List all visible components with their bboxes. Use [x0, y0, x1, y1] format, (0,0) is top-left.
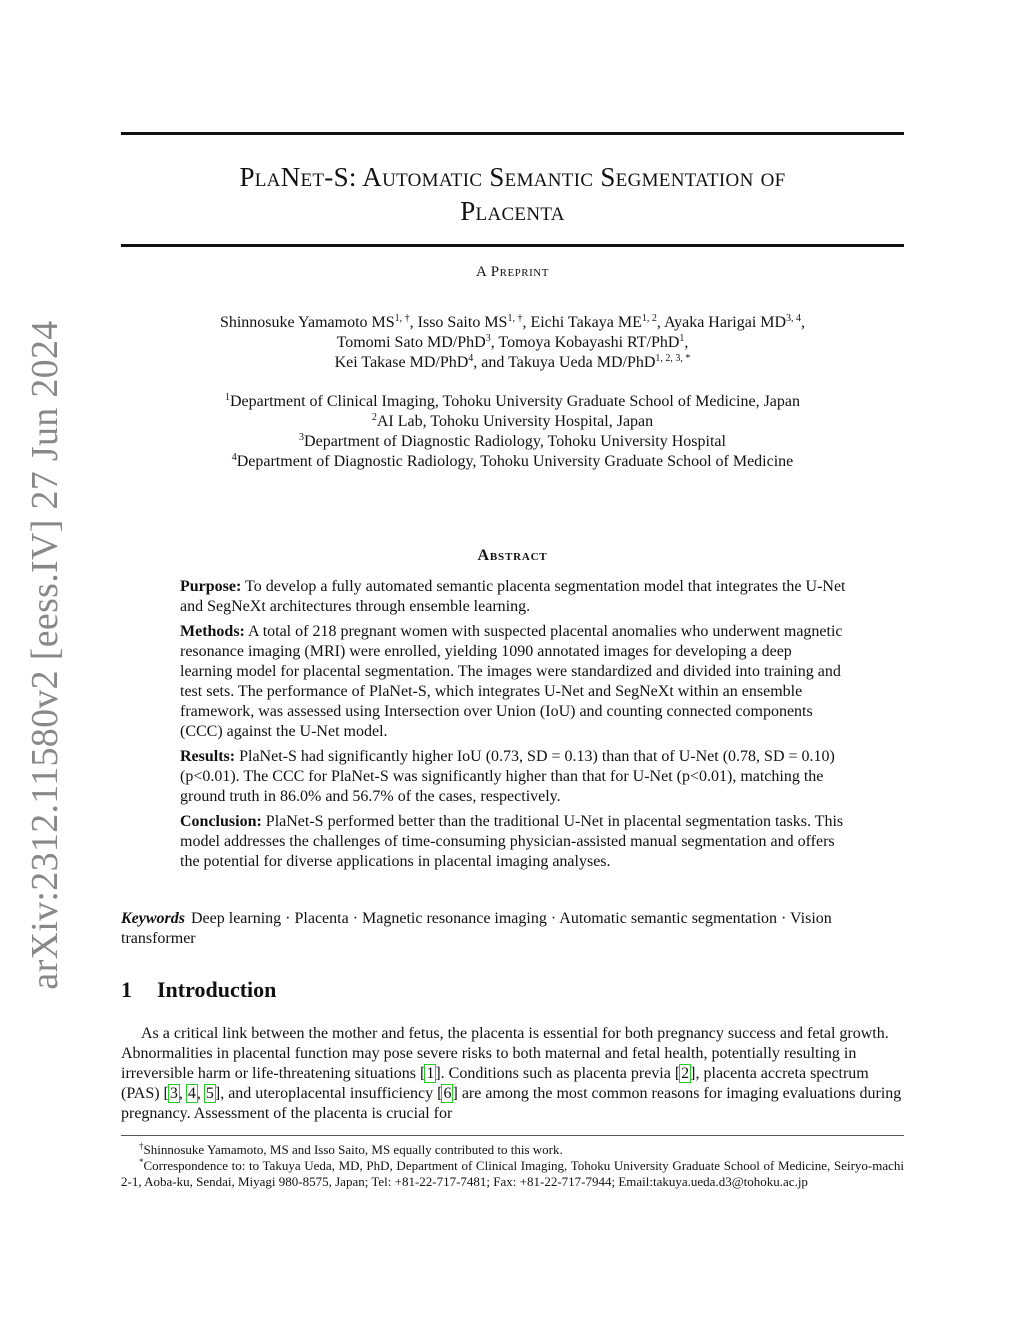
footnote-2	[121, 1158, 904, 1190]
purpose-text: To develop a fully automated semantic placenta segmentation model that integrates the U-Net and SegNeXt architectures through ensemble learning.	[180, 578, 846, 615]
paper-title	[121, 160, 904, 228]
abstract-heading: Abstract	[477, 547, 548, 564]
intro-text: ]. Conditions such as placenta previa [	[435, 1065, 681, 1082]
author-name: Tomomi Sato MD/PhD	[336, 334, 486, 351]
section-number: 1	[121, 977, 132, 1002]
purpose-label: Purpose:	[180, 578, 242, 595]
title-line-2: Placenta	[460, 196, 565, 226]
author-name: Ayaka Harigai MD	[664, 314, 787, 331]
affiliation-text: Department of Diagnostic Radiology, Tohoku University Graduate School of Medicine	[236, 453, 794, 470]
intro-text: ] are among the most common reasons for imaging evaluations during pregnancy. Assessment of the placenta is crucial for	[121, 1085, 902, 1122]
citation-link[interactable]: 3	[169, 1085, 178, 1102]
intro-text: As a critical link between the mother and fetus, the placenta is essential for both pregnancy success and fetal growth. Abnormalities in placental function may pose severe risks to both maternal and fetal health, potentially resulting in irreversible harm or life-threatening situations [	[121, 1025, 889, 1082]
affiliation-text: Department of Clinical Imaging, Tohoku University Graduate School of Medicine, Japan	[230, 393, 800, 410]
author-sup: 3, 4	[786, 313, 802, 324]
citation-link[interactable]: 1	[426, 1065, 435, 1082]
citation-link[interactable]: 4	[187, 1085, 196, 1102]
section-heading	[121, 977, 276, 1003]
section-title: Introduction	[157, 977, 277, 1002]
arxiv-id: arXiv:2312.11580v2 [eess.IV] 27 Jun 2024	[24, 320, 66, 990]
affiliation-list	[121, 392, 904, 472]
footnotes	[121, 1142, 904, 1190]
author-sup: 3	[485, 333, 491, 344]
footnote-1	[121, 1142, 904, 1158]
affiliation-item	[121, 392, 904, 412]
methods-label: Methods:	[180, 623, 245, 640]
abstract-body	[180, 577, 847, 877]
citation-link[interactable]: 5	[205, 1085, 214, 1102]
author-sep: ,	[490, 334, 499, 351]
author-line-1	[121, 313, 904, 333]
results-label: Results:	[180, 748, 236, 765]
author-sup: 1, 2, 3, *	[655, 353, 691, 364]
author-sep: ,	[409, 314, 418, 331]
abstract-methods	[180, 622, 847, 742]
footnote-mark: †	[139, 1141, 144, 1151]
author-line-2	[121, 333, 904, 353]
methods-text: A total of 218 pregnant women with suspected placental anomalies who underwent magnetic resonance imaging (MRI) were enrolled, yielding 1090 annotated images for developing a deep learning model for placental segmentation. The images were standardized and divided into training and test sets. The performance of PlaNet-S, which integrates U-Net and SegNeXt within an ensemble framework, was assessed using Intersection over Union (IoU) and counting connected components (CCC) against the U-Net model.	[180, 623, 843, 740]
results-text: PlaNet-S had significantly higher IoU (0.73, SD = 0.13) than that of U-Net (0.78, SD = 0.10) (p<0.01). The CCC for PlaNet-S was significantly higher than that for U-Net (p<0.01), matching the ground truth in 86.0% and 56.7% of the cases, respectively.	[180, 748, 835, 805]
author-name: Isso Saito MS	[417, 314, 508, 331]
author-name: Takuya Ueda MD/PhD	[508, 354, 656, 371]
abstract-purpose	[180, 577, 847, 617]
affiliation-sup: 3	[299, 432, 305, 443]
affiliation-sup: 2	[371, 412, 377, 423]
keywords	[121, 909, 904, 949]
title-top-rule	[121, 132, 904, 135]
abstract-results	[180, 747, 847, 807]
affiliation-item	[121, 432, 904, 452]
intro-paragraph	[121, 1024, 904, 1124]
author-sep: ,	[801, 314, 806, 331]
keywords-text: Deep learning · Placenta · Magnetic resonance imaging · Automatic semantic segmentation · Vision transformer	[121, 910, 832, 947]
intro-text: ], placenta accreta spectrum (PAS) [	[121, 1065, 869, 1102]
author-sep: ,	[656, 314, 664, 331]
author-sep: , and	[473, 354, 509, 371]
abstract-conclusion	[180, 812, 847, 872]
affiliation-text: AI Lab, Tohoku University Hospital, Japan	[376, 413, 654, 430]
conclusion-label: Conclusion:	[180, 813, 262, 830]
intro-text: ,	[196, 1085, 205, 1102]
author-name: Kei Takase MD/PhD	[334, 354, 469, 371]
author-sup: 1, †	[507, 313, 523, 324]
preprint-label: A Preprint	[476, 264, 549, 280]
author-name: Tomoya Kobayashi RT/PhD	[498, 334, 680, 351]
affiliation-item	[121, 412, 904, 432]
citation-link[interactable]: 2	[681, 1065, 690, 1082]
affiliation-sup: 4	[231, 452, 237, 463]
author-sep: ,	[684, 334, 689, 351]
footnote-mark: *	[139, 1157, 144, 1167]
author-sup: 4	[468, 353, 474, 364]
author-sep: ,	[522, 314, 531, 331]
title-bottom-rule	[121, 244, 904, 247]
affiliation-sup: 1	[225, 392, 230, 403]
intro-text: ], and uteroplacental insufficiency [	[214, 1085, 443, 1102]
author-sup: 1, †	[394, 313, 410, 324]
affiliation-text: Department of Diagnostic Radiology, Tohoku University Hospital	[304, 433, 726, 450]
affiliation-item	[121, 452, 904, 472]
author-name: Shinnosuke Yamamoto MS	[219, 314, 395, 331]
intro-text: ,	[178, 1085, 187, 1102]
keywords-label: Keywords	[121, 910, 185, 927]
author-list	[121, 313, 904, 373]
citation-link[interactable]: 6	[443, 1085, 452, 1102]
author-line-3	[121, 353, 904, 373]
conclusion-text: PlaNet-S performed better than the traditional U-Net in placental segmentation tasks. This model addresses the challenges of time-consuming physician-assisted manual segmentation and offers the potential for diverse applications in placental imaging analyses.	[180, 813, 844, 870]
author-name: Eichi Takaya ME	[530, 314, 642, 331]
footnote-text: Correspondence to: to Takuya Ueda, MD, PhD, Department of Clinical Imaging, Tohoku University Graduate School of Medicine, Seiryo-machi 2-1, Aoba-ku, Sendai, Miyagi 980-8575, Japan; Tel: +81-22-717-7481; Fax: +81-22-717-7944; Email:takuya.ueda.d3@tohoku.ac.jp	[121, 1158, 904, 1189]
author-sup: 1	[679, 333, 685, 344]
author-sup: 1, 2	[641, 313, 657, 324]
footnote-text: Shinnosuke Yamamoto, MS and Isso Saito, MS equally contributed to this work.	[143, 1142, 563, 1157]
title-line-1: PlaNet-S: Automatic Semantic Segmentation of	[239, 162, 786, 192]
footnote-rule	[121, 1135, 904, 1136]
